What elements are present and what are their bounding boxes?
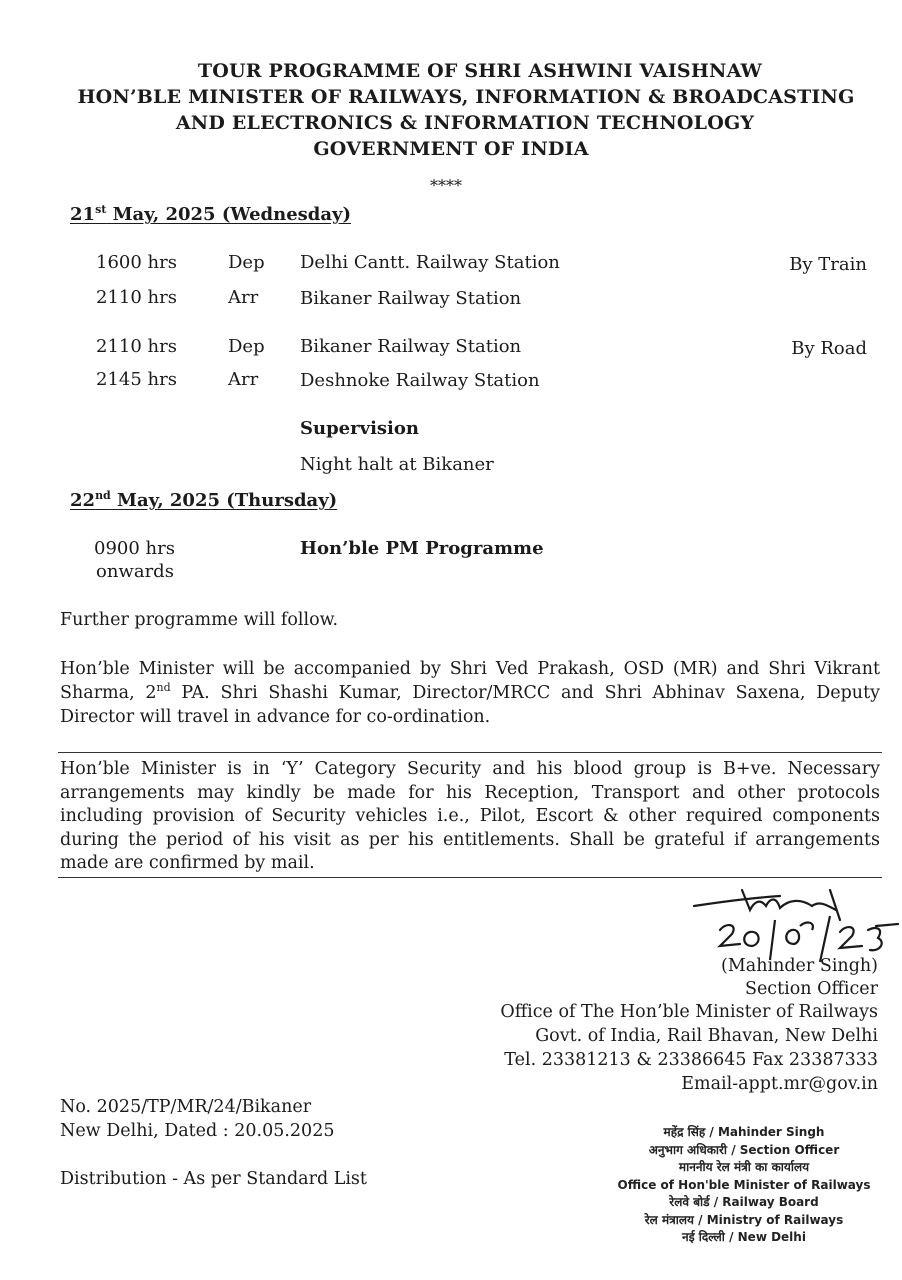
email-line: Email-appt.mr@gov.in [681,1074,878,1094]
table-row-time: 2110 hrs [96,336,177,357]
table-row-time: 2110 hrs [96,287,177,308]
table-row-time: 1600 hrs [96,252,177,273]
day2-time-onwards: onwards [96,561,174,582]
signatory-name: (Mahinder Singh) [721,956,878,976]
distribution-line: Distribution - As per Standard List [60,1169,367,1189]
day1-heading: 21st May, 2025 (Wednesday) [70,203,352,225]
day2-time: 0900 hrs [94,538,175,559]
title-line-3: AND ELECTRONICS & INFORMATION TECHNOLOGY [175,112,755,134]
table-row-mode: By Road [791,338,867,359]
table-row-act: Arr [228,287,259,308]
accompany-paragraph: Hon’ble Minister will be accompanied by Shri Ved Prakash, OSD (MR) and Shri Vikrant Sharma, 2nd PA. Shri Shashi Kumar, Director/MRCC and Shri Abhinav Saxena, Deputy Director will travel in advance for co-ordination. [60,659,880,727]
divider-top [58,752,882,753]
reference-date: New Delhi, Dated : 20.05.2025 [60,1121,335,1141]
table-row-act: Dep [228,252,265,273]
title-line-1: TOUR PROGRAMME OF SHRI ASHWINI VAISHNAW [197,60,763,82]
office-line: Office of The Hon’ble Minister of Railways [500,1002,878,1022]
table-row-place: Bikaner Railway Station [300,336,522,357]
separator: **** [430,176,462,195]
table-row-time: 2145 hrs [96,369,177,390]
table-row-place: Bikaner Railway Station [300,288,522,309]
supervision-label: Supervision [300,418,419,439]
table-row-mode: By Train [789,254,867,275]
address-line: Govt. of India, Rail Bhavan, New Delhi [535,1026,878,1046]
reference-number: No. 2025/TP/MR/24/Bikaner [60,1097,312,1117]
title-line-4: GOVERNMENT OF INDIA [313,138,589,160]
title-line-2: HON’BLE MINISTER OF RAILWAYS, INFORMATION & BROADCASTING [77,86,855,108]
security-note: Hon’ble Minister is in ‘Y’ Category Security and his blood group is B+ve. Necessary arrangements may kindly be made for his Reception, Transport and other protocols including provision of Security vehicles i.e., Pilot, Escort & other required components during the period of his visit as per his entitlements. Shall be grateful if arrangements made are confirmed by mail. [60,759,880,873]
tel-line: Tel. 23381213 & 23386645 Fax 23387333 [504,1050,878,1070]
table-row-place: Delhi Cantt. Railway Station [300,252,560,273]
day2-event: Hon’ble PM Programme [300,538,544,559]
table-row-place: Deshnoke Railway Station [300,370,540,391]
signatory-designation: Section Officer [744,979,878,999]
day2-heading: 22nd May, 2025 (Thursday) [70,489,338,511]
further-programme: Further programme will follow. [60,610,339,630]
table-row-act: Arr [228,369,259,390]
official-stamp: महेंद्र सिंह / Mahinder Singh अनुभाग अधिकारी / Section Officer माननीय रेल मंत्री का कार्यालय Office of Hon'ble Minister of Railways रेलवे बोर्ड / Railway Board रेल मंत्रालय / Ministry of Railways नई दिल्ली / New Delhi [617,1125,871,1244]
night-halt: Night halt at Bikaner [300,454,494,475]
table-row-act: Dep [228,336,265,357]
divider-bottom [58,877,882,878]
